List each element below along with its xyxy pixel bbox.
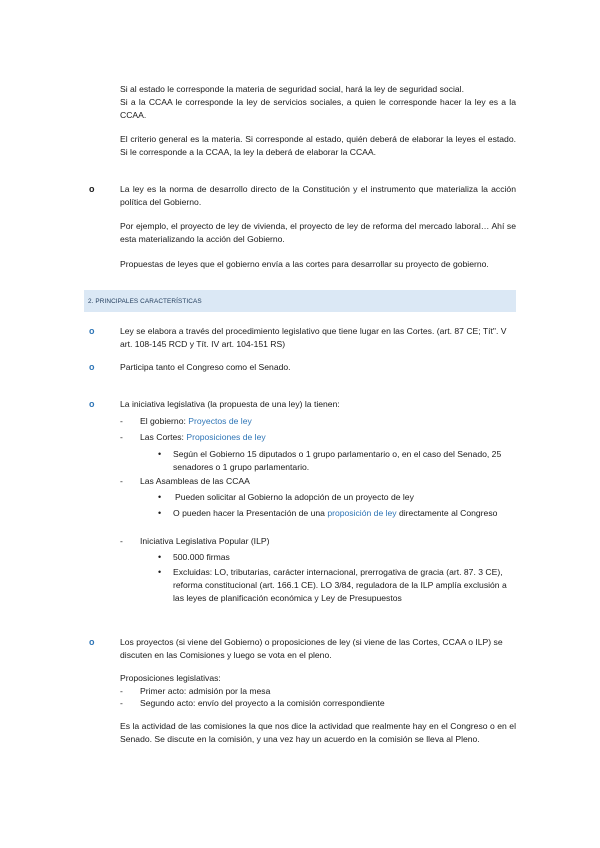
sub-bullet: • <box>158 508 162 518</box>
bullet-o: o <box>89 362 95 372</box>
characteristic-chambers: Participa tanto el Congreso como el Senado. <box>120 362 291 372</box>
intro-line-2: Si a la CCAA le corresponde la ley de servicios sociales, a quien le corresponde hacer la ley es a la CCAA. <box>120 97 516 120</box>
initiative-gobierno: - El gobierno: Proyectos de ley <box>120 416 252 426</box>
characteristic-procedure: Ley se elabora a través del procedimiento legislativo que tiene lugar en las Cortes. (art. 87 CE; Tít". V art. 108-145 RCD y Tít. IV art. 104-151 RS) <box>120 326 507 349</box>
initiative-asambleas: - Las Asambleas de las CCAA <box>120 476 250 486</box>
ley-definition: La ley es la norma de desarrollo directo de la Constitución y el instrumento que materializa la acción política del Gobierno. <box>120 184 516 207</box>
cortes-requirement: Según el Gobierno 15 diputados o 1 grupo parlamentario o, en el caso del Senado, 25 senadores o 1 grupo parlamentario. <box>173 449 502 472</box>
initiative-label: Las Asambleas de las CCAA <box>140 476 250 486</box>
asambleas-presentation: O pueden hacer la Presentación de una proposición de ley directamente al Congreso <box>173 508 498 518</box>
asambleas-request: Pueden solicitar al Gobierno la adopción de un proyecto de ley <box>175 492 414 502</box>
intro-paragraph-1 <box>120 83 516 122</box>
section-header <box>84 290 516 312</box>
bullet-o: o <box>89 326 95 336</box>
proposiciones-title: Proposiciones legislativas: <box>120 673 221 683</box>
bullet-o: o <box>89 637 95 647</box>
proposicion-de-ley-link[interactable]: proposición de ley <box>327 508 397 518</box>
initiative-cortes: - Las Cortes: Proposiciones de ley <box>120 432 266 442</box>
characteristic-initiative: La iniciativa legislativa (la propuesta de una ley) la tienen: <box>120 399 340 409</box>
ley-proposals: Propuestas de leyes que el gobierno envía a las cortes para desarrollar su proyecto de gobierno. <box>120 259 489 269</box>
proposiciones-de-ley-link[interactable]: Proposiciones de ley <box>186 432 266 442</box>
initiative-ilp: - Iniciativa Legislativa Popular (ILP) <box>120 536 270 546</box>
ley-example: Por ejemplo, el proyecto de ley de vivienda, el proyecto de ley de reforma del mercado laboral… Ahí se esta materializando la acción del Gobierno. <box>120 221 516 244</box>
initiative-label: Las Cortes: <box>140 432 187 442</box>
section-title: 2. PRINCIPALES CARACTERÍSTICAS <box>88 298 202 305</box>
bullet-o: o <box>89 399 95 409</box>
intro-line-1: Si al estado le corresponde la materia de seguridad social, hará la ley de seguridad social. <box>120 84 464 94</box>
proyectos-discussion: Los proyectos (si viene del Gobierno) o proposiciones de ley (si viene de las Cortes, CCAA o ILP) se discuten en las Comisiones y luego se vota en el pleno. <box>120 637 503 660</box>
ilp-signatures: 500.000 firmas <box>173 552 230 562</box>
sub-bullet: • <box>158 492 162 502</box>
bullet-o: o <box>89 184 95 194</box>
ilp-exclusions: Excluidas: LO, tributarias, carácter internacional, prerrogativa de gracia (art. 87. 3 CE), reforma constitucional (art. 166.1 CE). LO 3/84, reguladora de la ILP amplía exclusión a las leyes de planificación económica y Ley de Presupuestos <box>173 567 507 603</box>
sub-bullet: • <box>158 552 162 562</box>
proyectos-de-ley-link[interactable]: Proyectos de ley <box>188 416 252 426</box>
sub-bullet: • <box>158 567 162 577</box>
initiative-label: Iniciativa Legislativa Popular (ILP) <box>140 536 270 546</box>
intro-paragraph-2: El criterio general es la materia. Si corresponde al estado, quién deberá de elaborar la leyes el estado. Si le corresponde a la CCAA, la ley la deberá de elaborar la CCAA. <box>120 134 516 157</box>
act-2: - Segundo acto: envío del proyecto a la comisión correspondiente <box>120 698 385 708</box>
initiative-label: El gobierno: <box>140 416 189 426</box>
comisiones-closing: Es la actividad de las comisiones la que nos dice la actividad que realmente hay en el Congreso o en el Senado. Se discute en la comisión, y una vez hay un acuerdo en la comisión se lleva al Pleno. <box>120 721 516 744</box>
sub-bullet: • <box>158 449 162 459</box>
act-1: - Primer acto: admisión por la mesa <box>120 686 271 696</box>
